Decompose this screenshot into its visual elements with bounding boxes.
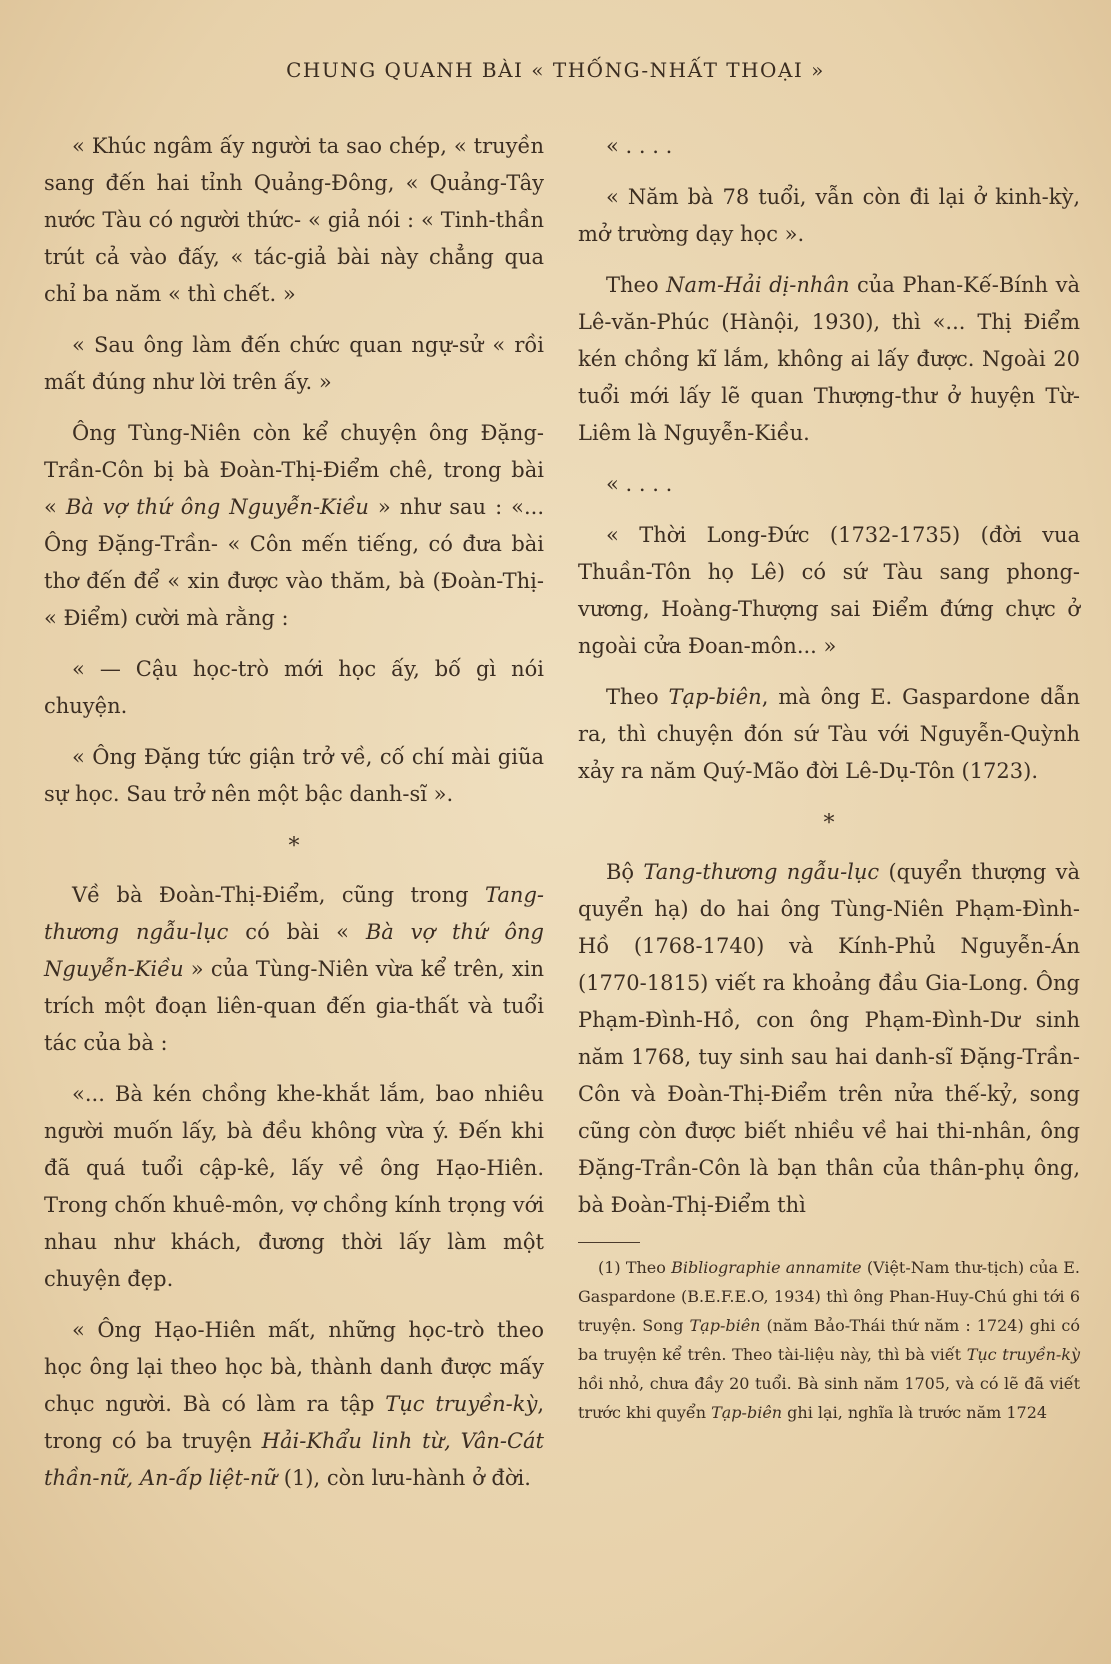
right-column — [578, 128, 1080, 1427]
paragraph: « . . . . — [606, 472, 673, 496]
paragraph: «... Bà kén chồng khe-khắt lắm, bao nhiêu người muốn lấy, bà đều không vừa ý. Đến khi đã quá tuổi cập-kê, lấy về ông Hạo-Hiên. Trong chốn khuê-môn, vợ chồng kính trọng với nhau như khách, đương thời lấy làm một chuyện đẹp. — [44, 1082, 544, 1291]
paragraph: « Ông Hạo-Hiên mất, những học-trò theo học ông lại theo học bà, thành danh được mấy chục người. Bà có làm ra tập Tục truyền-kỳ, trong có ba truyện Hải-Khẩu linh từ, Vân-Cát thần-nữ, An-ấp liệt-nữ (1), còn lưu-hành ở đời. — [44, 1318, 545, 1490]
footnote-rule — [578, 1242, 640, 1243]
paragraph: « — Cậu học-trò mới học ấy, bố gì nói chuyện. — [44, 657, 544, 718]
paragraph: « . . . . — [606, 134, 673, 158]
paragraph: Bộ Tang-thương ngẫu-lục (quyển thượng và quyển hạ) do hai ông Tùng-Niên Phạm-Đình-Hồ (1768-1740) và Kính-Phủ Nguyễn-Án (1770-1815) viết ra khoảng đầu Gia-Long. Ông Phạm-Đình-Hồ, con ông Phạm-Đình-Dư sinh năm 1768, tuy sinh sau hai danh-sĩ Đặng-Trần-Côn và Đoàn-Thị-Điểm trên nửa thế-kỷ, song cũng còn được biết nhiều về hai thi-nhân, ông Đặng-Trần-Côn là bạn thân của thân-phụ ông, bà Đoàn-Thị-Điểm thì — [578, 860, 1080, 1217]
running-header: CHUNG QUANH BÀI « THỐNG-NHẤT THOẠI » — [286, 58, 825, 82]
paragraph: Ông Tùng-Niên còn kể chuyện ông Đặng-Trần-Côn bị bà Đoàn-Thị-Điểm chê, trong bài « Bà vợ thứ ông Nguyễn-Kiều » như sau : «... Ông Đặng-Trần- « Côn mến tiếng, có đưa bài thơ đến để « xin được vào thăm, bà (Đoàn-Thị- « Điểm) cười mà rằng : — [44, 421, 544, 630]
paragraph: « Thời Long-Đức (1732-1735) (đời vua Thuần-Tôn họ Lê) có sứ Tàu sang phong-vương, Hoàng-Thượng sai Điểm đứng chực ở ngoài cửa Đoan-môn... » — [578, 523, 1080, 658]
paragraph: « Năm bà 78 tuổi, vẫn còn đi lại ở kinh-kỳ, mở trường dạy học ». — [578, 185, 1080, 246]
section-divider-star: * — [823, 811, 835, 836]
left-column — [44, 128, 544, 1511]
paragraph: Về bà Đoàn-Thị-Điểm, cũng trong Tang-thương ngẫu-lục có bài « Bà vợ thứ ông Nguyễn-Kiều » của Tùng-Niên vừa kể trên, xin trích một đoạn liên-quan đến gia-thất và tuổi tác của bà : — [44, 883, 545, 1055]
paragraph: « Ông Đặng tức giận trở về, cố chí mài giũa sự học. Sau trở nên một bậc danh-sĩ ». — [44, 745, 544, 806]
section-divider-star: * — [288, 834, 300, 859]
paragraph: Theo Tạp-biên, mà ông E. Gaspardone dẫn ra, thì chuyện đón sứ Tàu với Nguyễn-Quỳnh xảy ra năm Quý-Mão đời Lê-Dụ-Tôn (1723). — [578, 685, 1080, 783]
paragraph: « Sau ông làm đến chức quan ngự-sử « rồi mất đúng như lời trên ấy. » — [44, 333, 544, 394]
paragraph: « Khúc ngâm ấy người ta sao chép, « truyền sang đến hai tỉnh Quảng-Đông, « Quảng-Tây nước Tàu có người thức- « giả nói : « Tinh-thần trút cả vào đấy, « tác-giả bài này chẳng qua chỉ ba năm « thì chết. » — [44, 134, 544, 306]
paragraph: Theo Nam-Hải dị-nhân của Phan-Kế-Bính và Lê-văn-Phúc (Hànội, 1930), thì «... Thị Điểm kén chồng kĩ lắm, không ai lấy được. Ngoài 20 tuổi mới lấy lẽ quan Thượng-thư ở huyện Từ-Liêm là Nguyễn-Kiều. — [578, 273, 1080, 445]
footnote: (1) Theo Bibliographie annamite (Việt-Nam thư-tịch) của E. Gaspardone (B.E.F.E.O, 1934) thì ông Phan-Huy-Chú ghi tới 6 truyện. Song Tạp-biên (năm Bảo-Thái thứ năm : 1724) ghi có ba truyện kể trên. Theo tài-liệu này, thì bà viết Tục truyền-kỳ hồi nhỏ, chưa đầy 20 tuổi. Bà sinh năm 1705, và có lẽ đã viết trước khi quyển Tạp-biên ghi lại, nghĩa là trước năm 1724 — [578, 1258, 1081, 1422]
